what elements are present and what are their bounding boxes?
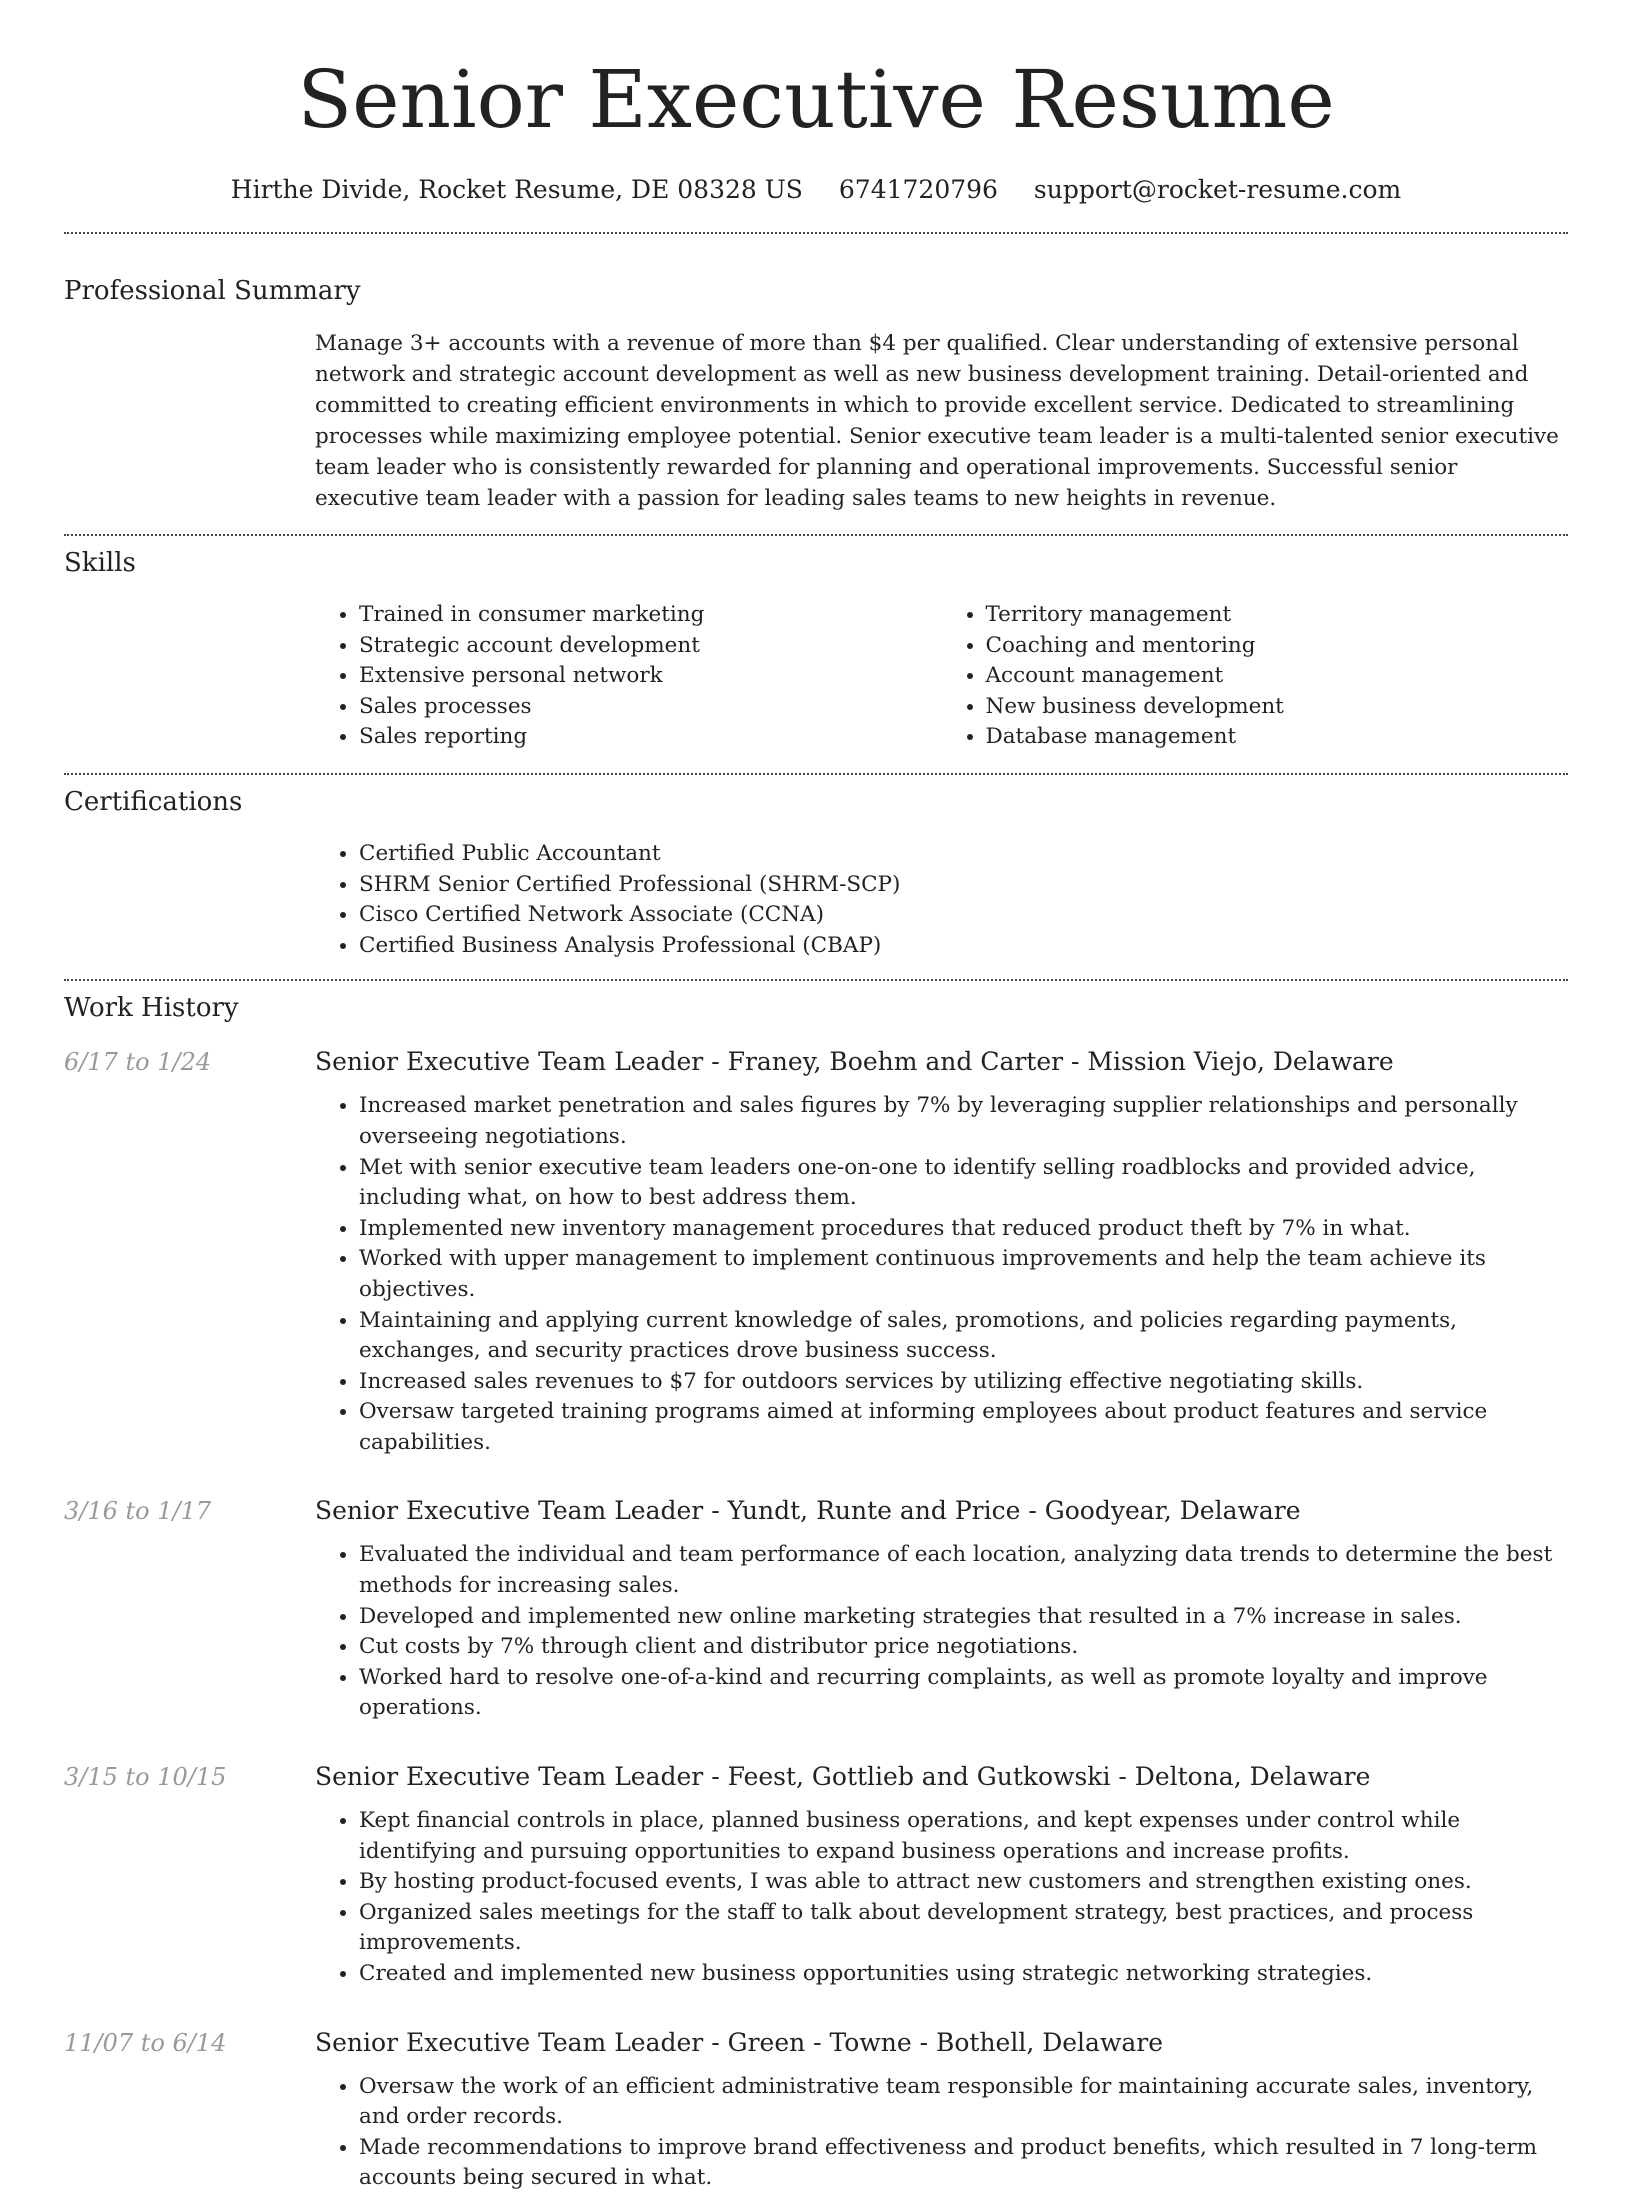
skills-columns xyxy=(315,600,1568,753)
certifications-list xyxy=(315,839,1568,961)
skills-list-right xyxy=(942,600,1569,753)
job-bullets xyxy=(315,1806,1568,1990)
contact-line xyxy=(0,174,1632,206)
job-bullet: • Cut costs by 7% through client and distributor price negotiations. xyxy=(359,1632,1568,1663)
certification-item: • Certified Business Analysis Professional (CBAP) xyxy=(359,931,1568,962)
job-bullet: • Organized sales meetings for the staff to talk about development strategy, best practices, and process improvements. xyxy=(359,1898,1568,1959)
job-bullets xyxy=(315,1091,1568,1458)
section-certifications xyxy=(64,785,1568,961)
job-title: Senior Executive Team Leader - Green - Towne - Bothell, Delaware xyxy=(315,2027,1164,2057)
skills-title: Skills xyxy=(64,548,136,578)
job-bullet: • By hosting product-focused events, I was able to attract new customers and strengthen existing ones. xyxy=(359,1867,1568,1898)
job-bullet: • Made recommendations to improve brand effectiveness and product benefits, which resulted in 7 long-term accounts being secured in what. xyxy=(359,2133,1568,2194)
certifications-body xyxy=(315,839,1568,961)
job-title: Senior Executive Team Leader - Franey, Boehm and Carter - Mission Viejo, Delaware xyxy=(315,1047,1394,1077)
job-title: Senior Executive Team Leader - Yundt, Runte and Price - Goodyear, Delaware xyxy=(315,1496,1301,1526)
job-bullet: • Oversaw targeted training programs aimed at informing employees about product features and service capabilities. xyxy=(359,1397,1568,1458)
job-date: 3/15 to 10/15 xyxy=(64,1763,227,1792)
skill-item: • New business development xyxy=(986,692,1569,723)
job-bullet: • Maintaining and applying current knowledge of sales, promotions, and policies regarding payments, exchanges, and security practices drove business success. xyxy=(359,1306,1568,1367)
job-bullet: • Kept financial controls in place, planned business operations, and kept expenses under control while identifying and pursuing opportunities to expand business operations and increase profits. xyxy=(359,1806,1568,1867)
skill-item: • Sales reporting xyxy=(359,722,942,753)
job-entry xyxy=(64,1494,1568,1724)
summary-title: Professional Summary xyxy=(64,276,361,306)
job-bullet: • Increased sales revenues to $7 for outdoors services by utilizing effective negotiating skills. xyxy=(359,1367,1568,1398)
job-bullet: • Increased market penetration and sales figures by 7% by leveraging supplier relationships and personally overseeing negotiations. xyxy=(359,1091,1568,1152)
section-summary xyxy=(64,274,1568,514)
job-bullet: • Created and implemented new business opportunities using strategic networking strategies. xyxy=(359,1959,1568,1990)
work-title: Work History xyxy=(64,993,239,1024)
skill-item: • Extensive personal network xyxy=(359,661,942,692)
certifications-title: Certifications xyxy=(64,786,243,817)
certification-item: • SHRM Senior Certified Professional (SHRM-SCP) xyxy=(359,870,1568,901)
divider xyxy=(64,232,1568,234)
skill-item: • Account management xyxy=(986,661,1569,692)
contact-phone: 6741720796 xyxy=(838,175,998,204)
job-bullet: • Evaluated the individual and team performance of each location, analyzing data trends to determine the best methods for increasing sales. xyxy=(359,1540,1568,1601)
skill-item: • Database management xyxy=(986,722,1569,753)
job-bullet: • Developed and implemented new online marketing strategies that resulted in a 7% increase in sales. xyxy=(359,1602,1568,1633)
job-bullets xyxy=(315,1540,1568,1724)
job-entry xyxy=(64,1760,1568,1990)
contact-address: Hirthe Divide, Rocket Resume, DE 08328 US xyxy=(230,175,803,204)
skills-list-left xyxy=(315,600,942,753)
job-date: 11/07 to 6/14 xyxy=(64,2028,227,2057)
skill-item: • Trained in consumer marketing xyxy=(359,600,942,631)
certification-item: • Certified Public Accountant xyxy=(359,839,1568,870)
job-date: 3/16 to 1/17 xyxy=(64,1497,212,1526)
job-title: Senior Executive Team Leader - Feest, Gottlieb and Gutkowski - Deltona, Delaware xyxy=(315,1762,1371,1792)
job-bullet: • Worked with upper management to implement continuous improvements and help the team achieve its objectives. xyxy=(359,1244,1568,1305)
skill-item: • Sales processes xyxy=(359,692,942,723)
certification-item: • Cisco Certified Network Associate (CCNA) xyxy=(359,900,1568,931)
resume-name: Senior Executive Resume xyxy=(297,53,1335,146)
job-entry xyxy=(64,2026,1568,2194)
job-bullet: • Implemented new inventory management procedures that reduced product theft by 7% in what. xyxy=(359,1214,1568,1245)
job-bullet: • Worked hard to resolve one-of-a-kind and recurring complaints, as well as promote loyalty and improve operations. xyxy=(359,1663,1568,1724)
skill-item: • Strategic account development xyxy=(359,631,942,662)
job-entry xyxy=(64,1045,1568,1458)
summary-body xyxy=(315,328,1568,514)
section-skills xyxy=(64,546,1568,753)
contact-email: support@rocket-resume.com xyxy=(1033,175,1402,204)
skill-item: • Coaching and mentoring xyxy=(986,631,1569,662)
divider xyxy=(64,534,1568,536)
job-bullet: • Oversaw the work of an efficient administrative team responsible for maintaining accurate sales, inventory, and order records. xyxy=(359,2072,1568,2133)
divider xyxy=(64,979,1568,981)
job-date: 6/17 to 1/24 xyxy=(64,1048,212,1077)
skill-item: • Territory management xyxy=(986,600,1569,631)
section-work-history xyxy=(64,991,1568,2194)
job-bullet: • Met with senior executive team leaders one-on-one to identify selling roadblocks and provided advice, including what, on how to best address them. xyxy=(359,1153,1568,1214)
job-bullets xyxy=(315,2072,1568,2194)
summary-text: Manage 3+ accounts with a revenue of more than $4 per qualified. Clear understanding of extensive personal network and strategic account development as well as new business development training. Detail-oriented and committed to creating efficient environments in which to provide excellent service. Dedicated to streamlining processes while maximizing employee potential. Senior executive team leader is a multi-talented senior executive team leader who is consistently rewarded for planning and operational improvements. Successful senior executive team leader with a passion for leading sales teams to new heights in revenue. xyxy=(315,331,1559,511)
divider xyxy=(64,773,1568,775)
